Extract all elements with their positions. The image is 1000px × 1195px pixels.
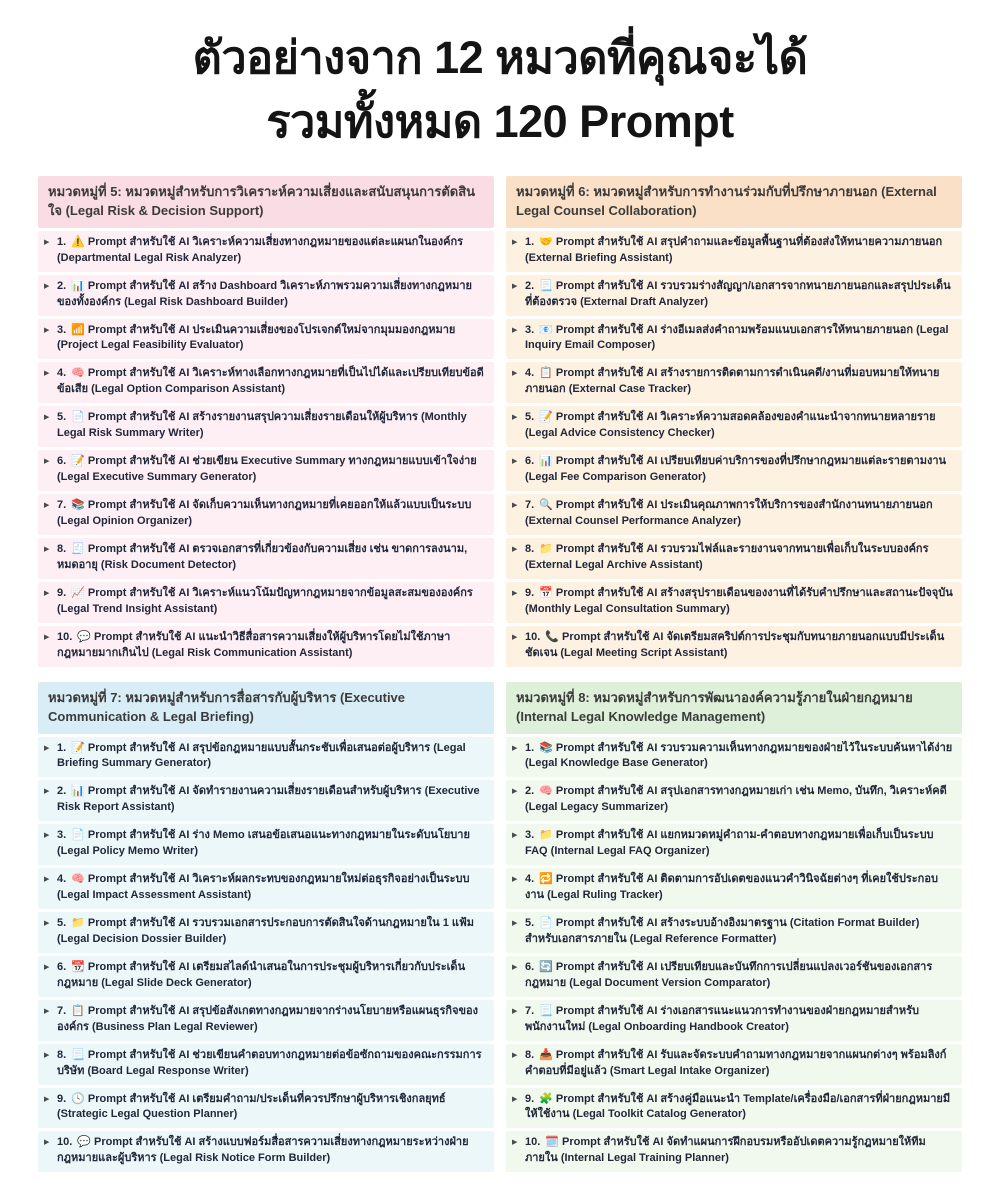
toggle-triangle-icon[interactable]: ▶: [44, 1139, 50, 1147]
prompt-text: Prompt สำหรับใช้ AI สรุปข้อกฎหมายแบบสั้นกระชับเพื่อเสนอต่อผู้บริหาร (Legal Briefing Summary Generator): [57, 741, 466, 770]
prompt-list-item[interactable]: [506, 912, 962, 953]
panel-category-7: [38, 682, 494, 1176]
toggle-triangle-icon[interactable]: ▶: [44, 545, 50, 553]
prompt-number: 8.: [525, 542, 535, 555]
toggle-triangle-icon[interactable]: ▶: [512, 1139, 518, 1147]
prompt-list-item[interactable]: [38, 362, 494, 403]
toggle-triangle-icon[interactable]: ▶: [512, 963, 518, 971]
prompt-item-body: [57, 784, 486, 816]
prompt-number: 4.: [525, 873, 535, 886]
prompt-item-body: [57, 1004, 486, 1036]
prompt-item-body: [57, 454, 486, 486]
toggle-triangle-icon[interactable]: ▶: [44, 788, 50, 796]
prompt-list-item[interactable]: [506, 406, 962, 447]
prompt-list-item[interactable]: [506, 362, 962, 403]
handshake-icon: 🤝: [539, 235, 553, 248]
toggle-triangle-icon[interactable]: ▶: [44, 1051, 50, 1059]
prompt-list-item[interactable]: [38, 956, 494, 997]
folder-icon: 📁: [539, 829, 553, 842]
prompt-list-item[interactable]: [506, 626, 962, 667]
prompt-number: 10.: [525, 1136, 541, 1149]
toggle-triangle-icon[interactable]: ▶: [512, 458, 518, 466]
prompt-number: 9.: [57, 1092, 67, 1105]
sync-icon: 🔄: [539, 960, 553, 973]
prompt-item-body: [57, 498, 486, 530]
toggle-triangle-icon[interactable]: ▶: [512, 788, 518, 796]
chart-icon: 📶: [71, 323, 85, 336]
prompt-text: Prompt สำหรับใช้ AI ประเมินความเสี่ยงของโปรเจกต์ใหม่จากมุมมองกฎหมาย (Project Legal Feasibility Evaluator): [57, 323, 456, 352]
prompt-text: Prompt สำหรับใช้ AI เปรียบเทียบค่าบริการของที่ปรึกษากฎหมายแต่ละรายตามงาน (Legal Fee Comparison Generator): [525, 455, 947, 484]
prompt-text: Prompt สำหรับใช้ AI เตรียมคำถาม/ประเด็นที่ควรปรึกษาผู้บริหารเชิงกลยุทธ์ (Strategic Legal Question Planner): [57, 1092, 446, 1121]
prompt-text: Prompt สำหรับใช้ AI สรุปเอกสารทางกฎหมายเก่า เช่น Memo, บันทึก, วิเคราะห์คดี (Legal Legacy Summarizer): [525, 785, 947, 814]
prompt-text: Prompt สำหรับใช้ AI จัดทำรายงานความเสี่ยงรายเดือนสำหรับผู้บริหาร (Executive Risk Report Assistant): [57, 785, 480, 814]
prompt-number: 7.: [525, 499, 535, 512]
toggle-triangle-icon[interactable]: ▶: [44, 920, 50, 928]
books-icon: 📚: [71, 499, 85, 512]
prompt-text: Prompt สำหรับใช้ AI วิเคราะห์ความเสี่ยงทางกฎหมายของแต่ละแผนกในองค์กร (Departmental Legal Risk Analyzer): [57, 235, 464, 264]
toggle-triangle-icon[interactable]: ▶: [512, 920, 518, 928]
prompt-text: Prompt สำหรับใช้ AI จัดเก็บความเห็นทางกฎหมายที่เคยออกให้แล้วแบบเป็นระบบ (Legal Opinion Organizer): [57, 499, 472, 527]
category-grid: [38, 176, 962, 1176]
prompt-list-item[interactable]: [38, 406, 494, 447]
prompt-number: 4.: [57, 873, 67, 886]
prompt-number: 9.: [57, 586, 67, 599]
repeat-icon: 🔁: [539, 873, 553, 886]
prompt-number: 3.: [57, 323, 67, 336]
prompt-text: Prompt สำหรับใช้ AI รวบรวมเอกสารประกอบการตัดสินใจด้านกฎหมายใน 1 แฟ้ม (Legal Decision Dossier Builder): [57, 917, 475, 945]
toggle-triangle-icon[interactable]: ▶: [44, 326, 50, 334]
prompt-text: Prompt สำหรับใช้ AI รวบรวมความเห็นทางกฎหมายของฝ่ายไว้ในระบบค้นหาได้ง่าย (Legal Knowledge Base Generator): [525, 741, 953, 770]
prompt-list-item[interactable]: [506, 1131, 962, 1172]
prompt-number: 8.: [57, 542, 67, 555]
prompt-list-item[interactable]: [506, 868, 962, 909]
memo-icon: 📝: [71, 741, 85, 754]
chart-up-icon: 📈: [71, 586, 85, 599]
toggle-triangle-icon[interactable]: ▶: [44, 1007, 50, 1015]
panel-category-6: [506, 176, 962, 670]
prompt-list-item[interactable]: [38, 868, 494, 909]
toggle-triangle-icon[interactable]: ▶: [44, 238, 50, 246]
inbox-icon: 📥: [539, 1048, 553, 1061]
toggle-triangle-icon[interactable]: ▶: [512, 744, 518, 752]
toggle-triangle-icon[interactable]: ▶: [44, 963, 50, 971]
magnifier-icon: 🔍: [539, 499, 553, 512]
toggle-triangle-icon[interactable]: ▶: [512, 876, 518, 884]
prompt-item-body: [525, 828, 954, 860]
prompt-item-body: [525, 410, 954, 442]
prompt-text: Prompt สำหรับใช้ AI ร่าง Memo เสนอข้อเสนอแนะทางกฎหมายในระดับนโยบาย (Legal Policy Memo Writer): [57, 829, 470, 858]
panel-header: หมวดหมู่ที่ 5: หมวดหมู่สำหรับการวิเคราะห์ความเสี่ยงและสนับสนุนการตัดสินใจ (Legal Risk & Decision Support): [38, 176, 494, 228]
prompt-number: 6.: [525, 960, 535, 973]
prompt-item-body: [57, 1092, 486, 1124]
toggle-triangle-icon[interactable]: ▶: [44, 370, 50, 378]
prompt-item-body: [525, 960, 954, 992]
prompt-list-item[interactable]: [38, 1000, 494, 1041]
prompt-item-body: [57, 960, 486, 992]
brain-icon: 🧠: [71, 367, 85, 380]
prompt-item-body: [57, 586, 486, 618]
prompt-list-item[interactable]: [38, 494, 494, 535]
prompt-text: Prompt สำหรับใช้ AI สรุปข้อสังเกตทางกฎหมายจากร่างนโยบายหรือแผนธุรกิจขององค์กร (Business Plan Legal Reviewer): [57, 1004, 479, 1033]
prompt-list-item[interactable]: [38, 912, 494, 953]
prompt-number: 5.: [525, 411, 535, 424]
toggle-triangle-icon[interactable]: ▶: [44, 832, 50, 840]
speech-balloon-icon: 💬: [77, 630, 91, 643]
toggle-triangle-icon[interactable]: ▶: [512, 502, 518, 510]
panel-category-8: [506, 682, 962, 1176]
receipt-icon: 🧾: [71, 542, 85, 555]
prompt-number: 6.: [57, 455, 67, 468]
prompt-number: 1.: [57, 741, 67, 754]
prompt-text: Prompt สำหรับใช้ AI ตรวจเอกสารที่เกี่ยวข้องกับความเสี่ยง เช่น ขาดการลงนาม, หมดอายุ (Risk Document Detector): [57, 542, 468, 571]
prompt-item-body: [525, 542, 954, 574]
prompt-number: 7.: [57, 499, 67, 512]
toggle-triangle-icon[interactable]: ▶: [44, 502, 50, 510]
prompt-text: Prompt สำหรับใช้ AI รวบรวมร่างสัญญา/เอกสารจากทนายภายนอกและสรุปประเด็นที่ต้องตรวจ (External Draft Analyzer): [525, 279, 951, 308]
prompt-item-body: [525, 279, 954, 311]
prompt-list-item[interactable]: [38, 275, 494, 316]
prompt-list-item[interactable]: [38, 824, 494, 865]
toggle-triangle-icon[interactable]: ▶: [512, 238, 518, 246]
prompt-list-item[interactable]: [506, 319, 962, 360]
prompt-item-body: [57, 235, 486, 267]
prompt-item-body: [57, 410, 486, 442]
prompt-text: Prompt สำหรับใช้ AI แนะนำวิธีสื่อสารความเสี่ยงให้ผู้บริหารโดยไม่ใช้ภาษากฎหมายมากเกินไป (Legal Risk Communication Assistant): [57, 630, 451, 659]
calendar-icon: 📆: [71, 960, 85, 973]
prompt-list: [506, 231, 962, 667]
prompt-list-item[interactable]: [506, 824, 962, 865]
prompt-text: Prompt สำหรับใช้ AI วิเคราะห์ผลกระทบของกฎหมายใหม่ต่อธุรกิจอย่างเป็นระบบ (Legal Impact Assessment Assistant): [57, 873, 470, 902]
prompt-list-item[interactable]: [38, 1044, 494, 1085]
toggle-triangle-icon[interactable]: ▶: [44, 414, 50, 422]
prompt-list-item[interactable]: [38, 231, 494, 272]
document-icon: 📄: [539, 917, 553, 930]
toggle-triangle-icon[interactable]: ▶: [512, 545, 518, 553]
warning-icon: ⚠️: [71, 235, 85, 248]
prompt-text: Prompt สำหรับใช้ AI ประเมินคุณภาพการให้บริการของสำนักงานทนายภายนอก (External Counsel Performance Analyzer): [525, 499, 933, 527]
prompt-text: Prompt สำหรับใช้ AI สร้างระบบอ้างอิงมาตรฐาน (Citation Format Builder) สำหรับเอกสารภายใน (Legal Reference Formatter): [525, 917, 920, 945]
speech-balloon-icon: 💬: [77, 1136, 91, 1149]
prompt-item-body: [57, 630, 486, 662]
email-icon: 📧: [539, 323, 553, 336]
toggle-triangle-icon[interactable]: ▶: [44, 589, 50, 597]
prompt-item-body: [525, 454, 954, 486]
prompt-list-item[interactable]: [506, 780, 962, 821]
prompt-number: 7.: [57, 1004, 67, 1017]
page-title: [38, 26, 962, 154]
prompt-number: 10.: [57, 630, 73, 643]
prompt-item-body: [57, 1048, 486, 1080]
prompt-list: [506, 737, 962, 1173]
prompt-text: Prompt สำหรับใช้ AI สร้างคู่มือแนะนำ Template/เครื่องมือ/เอกสารที่ฝ่ายกฎหมายมีให้ใช้งาน (Legal Toolkit Catalog Generator): [525, 1092, 951, 1121]
prompt-text: Prompt สำหรับใช้ AI ช่วยเขียน Executive Summary ทางกฎหมายแบบเข้าใจง่าย (Legal Executive Summary Generator): [57, 455, 477, 484]
prompt-item-body: [525, 1004, 954, 1036]
phone-icon: 📞: [545, 630, 559, 643]
prompt-text: Prompt สำหรับใช้ AI สร้างรายการติดตามการดำเนินคดี/งานที่มอบหมายให้ทนายภายนอก (External Case Tracker): [525, 367, 940, 396]
prompt-item-body: [525, 784, 954, 816]
prompt-list-item[interactable]: [506, 494, 962, 535]
prompt-number: 2.: [57, 785, 67, 798]
prompt-item-body: [525, 323, 954, 355]
toggle-triangle-icon[interactable]: ▶: [512, 282, 518, 290]
panel-header: หมวดหมู่ที่ 8: หมวดหมู่สำหรับการพัฒนาองค์ความรู้ภายในฝ่ายกฎหมาย (Internal Legal Knowledge Management): [506, 682, 962, 734]
prompt-item-body: [57, 916, 486, 948]
prompt-item-body: [525, 630, 954, 662]
prompt-item-body: [525, 586, 954, 618]
prompt-list-item[interactable]: [38, 538, 494, 579]
panel-header: หมวดหมู่ที่ 6: หมวดหมู่สำหรับการทำงานร่วมกับที่ปรึกษาภายนอก (External Legal Counsel Collaboration): [506, 176, 962, 228]
prompt-list-item[interactable]: [38, 1088, 494, 1129]
prompt-text: Prompt สำหรับใช้ AI เตรียมสไลด์นำเสนอในการประชุมผู้บริหารเกี่ยวกับประเด็นกฎหมาย (Legal Slide Deck Generator): [57, 960, 466, 989]
prompt-list-item[interactable]: [506, 231, 962, 272]
prompt-text: Prompt สำหรับใช้ AI วิเคราะห์ความสอดคล้องของคำแนะนำจากทนายหลายราย (Legal Advice Consistency Checker): [525, 411, 936, 440]
prompt-list-item[interactable]: [506, 1088, 962, 1129]
prompt-item-body: [525, 916, 954, 948]
page-title-line1: ตัวอย่างจาก 12 หมวดที่คุณจะได้: [192, 32, 808, 83]
prompt-item-body: [57, 323, 486, 355]
prompt-item-body: [57, 741, 486, 773]
brain-icon: 🧠: [539, 785, 553, 798]
prompt-item-body: [57, 542, 486, 574]
prompt-list-item[interactable]: [506, 275, 962, 316]
prompt-list-item[interactable]: [506, 450, 962, 491]
prompt-item-body: [525, 1092, 954, 1124]
prompt-text: Prompt สำหรับใช้ AI ร่างอีเมลส่งคำถามพร้อมแนบเอกสารให้ทนายภายนอก (Legal Inquiry Email Composer): [525, 323, 949, 352]
prompt-number: 9.: [525, 586, 535, 599]
clipboard-icon: 📋: [539, 367, 553, 380]
clock-icon: 🕓: [71, 1092, 85, 1105]
prompt-item-body: [525, 1048, 954, 1080]
prompt-item-body: [525, 741, 954, 773]
prompt-list-item[interactable]: [506, 956, 962, 997]
prompt-text: Prompt สำหรับใช้ AI วิเคราะห์ทางเลือกทางกฎหมายที่เป็นไปได้และเปรียบเทียบข้อดีข้อเสีย (Legal Option Comparison Assistant): [57, 367, 484, 396]
prompt-text: Prompt สำหรับใช้ AI ร่างเอกสารแนะแนวการทำงานของฝ่ายกฎหมายสำหรับพนักงานใหม่ (Legal Onboarding Handbook Creator): [525, 1004, 920, 1033]
prompt-number: 1.: [525, 741, 535, 754]
bar-chart-icon: 📊: [539, 455, 553, 468]
document-icon: 📃: [539, 279, 553, 292]
prompt-number: 10.: [57, 1136, 73, 1149]
prompt-list-item[interactable]: [506, 737, 962, 778]
prompt-text: Prompt สำหรับใช้ AI ติดตามการอัปเดตของแนวคำวินิจฉัยต่างๆ ที่เคยใช้ประกอบงาน (Legal Ruling Tracker): [525, 873, 938, 902]
prompt-number: 1.: [525, 235, 535, 248]
prompt-number: 10.: [525, 630, 541, 643]
toggle-triangle-icon[interactable]: ▶: [512, 1051, 518, 1059]
toggle-triangle-icon[interactable]: ▶: [512, 1095, 518, 1103]
toggle-triangle-icon[interactable]: ▶: [512, 589, 518, 597]
prompt-item-body: [525, 498, 954, 530]
page-title-line2: รวมทั้งหมด 120 Prompt: [266, 95, 734, 147]
prompt-number: 5.: [57, 917, 67, 930]
prompt-list: [38, 737, 494, 1173]
toggle-triangle-icon[interactable]: ▶: [512, 370, 518, 378]
toggle-triangle-icon[interactable]: ▶: [512, 832, 518, 840]
prompt-number: 6.: [57, 960, 67, 973]
prompt-text: Prompt สำหรับใช้ AI รวบรวมไฟล์และรายงานจากทนายเพื่อเก็บในระบบองค์กร (External Legal Archive Assistant): [525, 542, 929, 571]
panel-category-5: [38, 176, 494, 670]
prompt-list-item[interactable]: [38, 582, 494, 623]
calendar-icon: 🗓️: [545, 1136, 559, 1149]
toggle-triangle-icon[interactable]: ▶: [512, 1007, 518, 1015]
prompt-number: 9.: [525, 1092, 535, 1105]
prompt-list-item[interactable]: [38, 780, 494, 821]
prompt-number: 5.: [525, 917, 535, 930]
prompt-list: [38, 231, 494, 667]
prompt-list-item[interactable]: [38, 450, 494, 491]
prompt-text: Prompt สำหรับใช้ AI สร้าง Dashboard วิเคราะห์ภาพรวมความเสี่ยงทางกฎหมายของทั้งองค์กร (Legal Risk Dashboard Builder): [57, 279, 472, 308]
prompt-text: Prompt สำหรับใช้ AI เปรียบเทียบและบันทึกการเปลี่ยนแปลงเวอร์ชันของเอกสารกฎหมาย (Legal Document Version Comparator): [525, 960, 933, 989]
prompt-item-body: [57, 366, 486, 398]
prompt-list-item[interactable]: [506, 1044, 962, 1085]
prompt-number: 3.: [57, 829, 67, 842]
prompt-list-item[interactable]: [506, 538, 962, 579]
prompt-item-body: [525, 1135, 954, 1167]
prompt-item-body: [57, 279, 486, 311]
prompt-item-body: [57, 828, 486, 860]
toggle-triangle-icon[interactable]: ▶: [44, 282, 50, 290]
puzzle-icon: 🧩: [539, 1092, 553, 1105]
prompt-item-body: [525, 872, 954, 904]
bar-chart-icon: 📊: [71, 279, 85, 292]
prompt-number: 4.: [57, 367, 67, 380]
document-icon: 📃: [71, 1048, 85, 1061]
prompt-text: Prompt สำหรับใช้ AI สร้างสรุปรายเดือนของงานที่ได้รับคำปรึกษาและสถานะปัจจุบัน (Monthly Legal Consultation Summary): [525, 586, 953, 615]
prompt-list-item[interactable]: [38, 737, 494, 778]
brain-icon: 🧠: [71, 873, 85, 886]
bar-chart-icon: 📊: [71, 785, 85, 798]
toggle-triangle-icon[interactable]: ▶: [512, 633, 518, 641]
prompt-number: 8.: [525, 1048, 535, 1061]
prompt-list-item[interactable]: [38, 626, 494, 667]
memo-icon: 📝: [71, 455, 85, 468]
prompt-text: Prompt สำหรับใช้ AI รับและจัดระบบคำถามทางกฎหมายจากแผนกต่างๆ พร้อมลิงก์คำตอบที่มีอยู่แล้ว (Smart Legal Intake Organizer): [525, 1048, 947, 1077]
prompt-number: 2.: [525, 785, 535, 798]
prompt-list-item[interactable]: [506, 582, 962, 623]
panel-header: หมวดหมู่ที่ 7: หมวดหมู่สำหรับการสื่อสารกับผู้บริหาร (Executive Communication & Legal Briefing): [38, 682, 494, 734]
prompt-number: 8.: [57, 1048, 67, 1061]
prompt-text: Prompt สำหรับใช้ AI วิเคราะห์แนวโน้มปัญหากฎหมายจากข้อมูลสะสมขององค์กร (Legal Trend Insight Assistant): [57, 586, 473, 615]
prompt-number: 4.: [525, 367, 535, 380]
calendar-icon: 📅: [539, 586, 553, 599]
clipboard-icon: 📋: [71, 1004, 85, 1017]
toggle-triangle-icon[interactable]: ▶: [512, 326, 518, 334]
prompt-number: 7.: [525, 1004, 535, 1017]
prompt-item-body: [525, 235, 954, 267]
document-icon: 📄: [71, 829, 85, 842]
prompt-item-body: [525, 366, 954, 398]
prompt-text: Prompt สำหรับใช้ AI จัดทำแผนการฝึกอบรมหรืออัปเดตความรู้กฎหมายให้ทีมภายใน (Internal Legal Training Planner): [525, 1136, 926, 1165]
toggle-triangle-icon[interactable]: ▶: [44, 876, 50, 884]
prompt-text: Prompt สำหรับใช้ AI สรุปคำถามและข้อมูลพื้นฐานที่ต้องส่งให้ทนายความภายนอก (External Briefing Assistant): [525, 235, 943, 264]
prompt-number: 5.: [57, 411, 67, 424]
prompt-number: 3.: [525, 829, 535, 842]
toggle-triangle-icon[interactable]: ▶: [512, 414, 518, 422]
prompt-number: 2.: [57, 279, 67, 292]
folder-icon: 📁: [539, 542, 553, 555]
toggle-triangle-icon[interactable]: ▶: [44, 1095, 50, 1103]
toggle-triangle-icon[interactable]: ▶: [44, 633, 50, 641]
document-icon: 📃: [539, 1004, 553, 1017]
prompt-list-item[interactable]: [38, 319, 494, 360]
prompt-text: Prompt สำหรับใช้ AI จัดเตรียมสคริปต์การประชุมกับทนายภายนอกแบบมีประเด็นชัดเจน (Legal Meeting Script Assistant): [525, 630, 945, 659]
prompt-number: 1.: [57, 235, 67, 248]
prompt-number: 3.: [525, 323, 535, 336]
folder-icon: 📁: [71, 917, 85, 930]
prompt-list-item[interactable]: [506, 1000, 962, 1041]
prompt-item-body: [57, 1135, 486, 1167]
books-icon: 📚: [539, 741, 553, 754]
document-icon: 📄: [71, 411, 85, 424]
prompt-list-item[interactable]: [38, 1131, 494, 1172]
prompt-item-body: [57, 872, 486, 904]
prompt-text: Prompt สำหรับใช้ AI แยกหมวดหมู่คำถาม-คำตอบทางกฎหมายเพื่อเก็บเป็นระบบ FAQ (Internal Legal FAQ Organizer): [525, 829, 934, 858]
prompt-text: Prompt สำหรับใช้ AI สร้างแบบฟอร์มสื่อสารความเสี่ยงทางกฎหมายระหว่างฝ่ายกฎหมายและผู้บริหาร (Legal Risk Notice Form Builder): [57, 1136, 469, 1165]
prompt-number: 2.: [525, 279, 535, 292]
toggle-triangle-icon[interactable]: ▶: [44, 458, 50, 466]
prompt-text: Prompt สำหรับใช้ AI สร้างรายงานสรุปความเสี่ยงรายเดือนให้ผู้บริหาร (Monthly Legal Risk Summary Writer): [57, 411, 467, 440]
prompt-text: Prompt สำหรับใช้ AI ช่วยเขียนคำตอบทางกฎหมายต่อข้อซักถามของคณะกรรมการบริษัท (Board Legal Response Writer): [57, 1048, 482, 1077]
prompt-number: 6.: [525, 455, 535, 468]
toggle-triangle-icon[interactable]: ▶: [44, 744, 50, 752]
memo-icon: 📝: [539, 411, 553, 424]
